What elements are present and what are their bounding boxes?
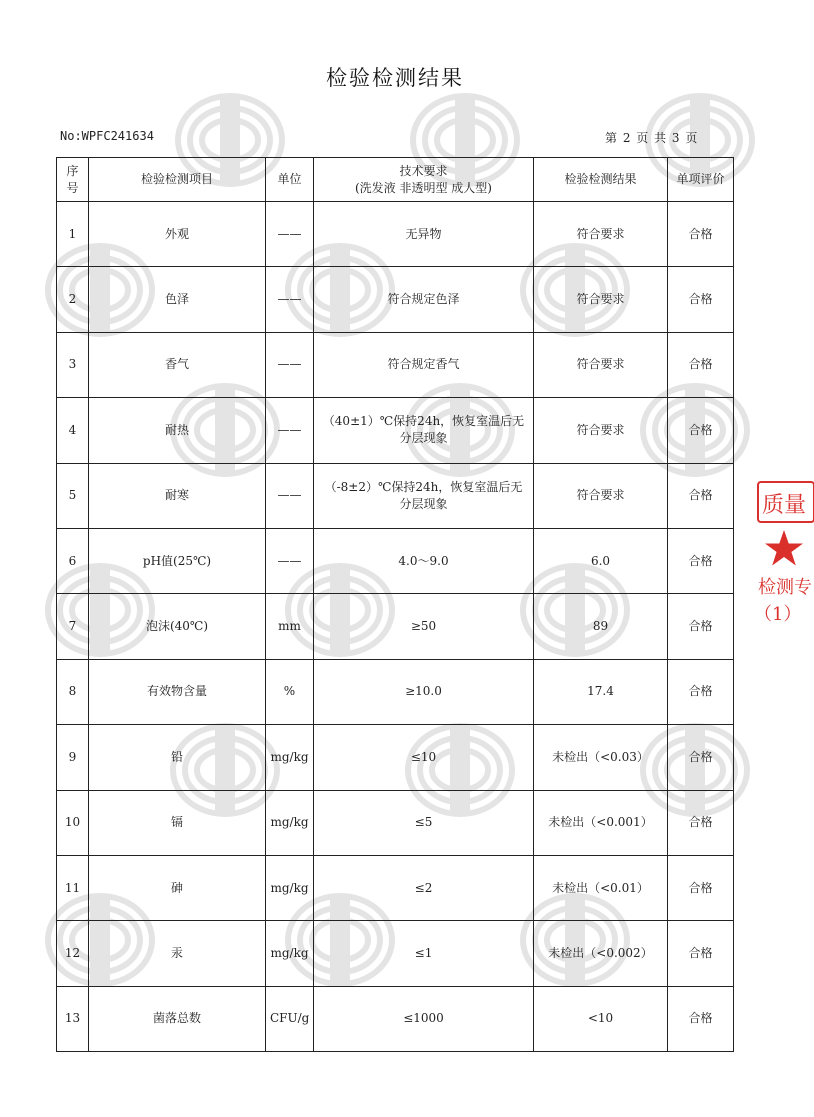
cell-item: 香气 [89,332,266,397]
cell-evaluation: 合格 [668,986,734,1051]
cell-seq: 1 [57,202,89,267]
cell-result: 未检出（<0.001） [534,790,668,855]
table-row [57,986,734,1051]
cell-evaluation: 合格 [668,725,734,790]
cell-unit: —— [266,398,314,463]
cell-item: 外观 [89,202,266,267]
cell-seq: 2 [57,267,89,332]
table-body [57,202,734,1052]
cell-evaluation: 合格 [668,267,734,332]
cell-item: pH值(25℃) [89,528,266,593]
cell-requirement: 无异物 [314,202,534,267]
cell-result: 符合要求 [534,267,668,332]
cell-requirement: 符合规定香气 [314,332,534,397]
cell-item: 泡沫(40℃) [89,594,266,659]
cell-result: 符合要求 [534,202,668,267]
star-icon [765,530,803,566]
cell-result: 17.4 [534,659,668,724]
cell-unit: —— [266,202,314,267]
cell-item: 菌落总数 [89,986,266,1051]
page-indicator: 第 2 页 共 3 页 [605,131,699,145]
cell-seq: 3 [57,332,89,397]
header-item: 检验检测项目 [89,158,266,202]
cell-unit: % [266,659,314,724]
cell-unit: mm [266,594,314,659]
table-row [57,725,734,790]
cell-evaluation: 合格 [668,332,734,397]
cell-seq: 12 [57,921,89,986]
cell-result: 未检出（<0.01） [534,855,668,920]
page-title: 检验检测结果 [326,66,464,90]
cell-requirement: 4.0～9.0 [314,528,534,593]
cell-unit: mg/kg [266,855,314,920]
cell-seq: 10 [57,790,89,855]
cell-seq: 9 [57,725,89,790]
cell-seq: 5 [57,463,89,528]
cell-evaluation: 合格 [668,594,734,659]
cell-result: 符合要求 [534,463,668,528]
cell-requirement: 符合规定色泽 [314,267,534,332]
cell-evaluation: 合格 [668,921,734,986]
table-row [57,528,734,593]
cell-seq: 8 [57,659,89,724]
stamp-text-line1: 质量 [762,493,807,518]
header-evaluation: 单项评价 [668,158,734,202]
table-row [57,267,734,332]
cell-item: 铅 [89,725,266,790]
cell-result: 符合要求 [534,398,668,463]
cell-item: 镉 [89,790,266,855]
cell-item: 色泽 [89,267,266,332]
cell-requirement: ≥50 [314,594,534,659]
cell-evaluation: 合格 [668,398,734,463]
cell-result: 89 [534,594,668,659]
official-stamp [754,478,814,638]
header-seq: 序号 [57,158,89,202]
cell-item: 耐热 [89,398,266,463]
cell-seq: 6 [57,528,89,593]
cell-evaluation: 合格 [668,790,734,855]
report-number: No:WPFC241634 [60,129,154,143]
table-row [57,594,734,659]
table-row [57,398,734,463]
cell-requirement: ≤5 [314,790,534,855]
table-header-row [57,158,734,202]
header-requirement: 技术要求 (洗发液 非透明型 成人型) [314,158,534,202]
stamp-text-line2: 检测专 [758,577,812,598]
cell-result: 符合要求 [534,332,668,397]
cell-result: 未检出（<0.002） [534,921,668,986]
table-row [57,463,734,528]
cell-unit: mg/kg [266,790,314,855]
cell-evaluation: 合格 [668,463,734,528]
cell-item: 砷 [89,855,266,920]
cell-unit: —— [266,528,314,593]
cell-item: 有效物含量 [89,659,266,724]
table-row [57,202,734,267]
cell-evaluation: 合格 [668,855,734,920]
cell-evaluation: 合格 [668,528,734,593]
table-row [57,790,734,855]
table-row [57,855,734,920]
header-unit: 单位 [266,158,314,202]
cell-requirement: ≥10.0 [314,659,534,724]
header-result: 检验检测结果 [534,158,668,202]
cell-requirement: ≤1000 [314,986,534,1051]
cell-seq: 11 [57,855,89,920]
cell-seq: 4 [57,398,89,463]
cell-evaluation: 合格 [668,202,734,267]
table-row [57,659,734,724]
cell-result: 6.0 [534,528,668,593]
cell-seq: 7 [57,594,89,659]
cell-seq: 13 [57,986,89,1051]
cell-unit: —— [266,463,314,528]
cell-unit: —— [266,332,314,397]
cell-requirement: （-8±2）℃保持24h，恢复室温后无 分层现象 [314,463,534,528]
cell-unit: mg/kg [266,725,314,790]
cell-requirement: ≤1 [314,921,534,986]
cell-item: 耐寒 [89,463,266,528]
table-row [57,332,734,397]
cell-evaluation: 合格 [668,659,734,724]
cell-unit: CFU/g [266,986,314,1051]
cell-result: 未检出（<0.03） [534,725,668,790]
cell-item: 汞 [89,921,266,986]
cell-requirement: （40±1）℃保持24h，恢复室温后无 分层现象 [314,398,534,463]
cell-requirement: ≤10 [314,725,534,790]
cell-requirement: ≤2 [314,855,534,920]
cell-unit: —— [266,267,314,332]
cell-unit: mg/kg [266,921,314,986]
results-table [56,157,734,1052]
table-row [57,921,734,986]
stamp-text-line3: （1） [754,604,802,625]
cell-result: <10 [534,986,668,1051]
